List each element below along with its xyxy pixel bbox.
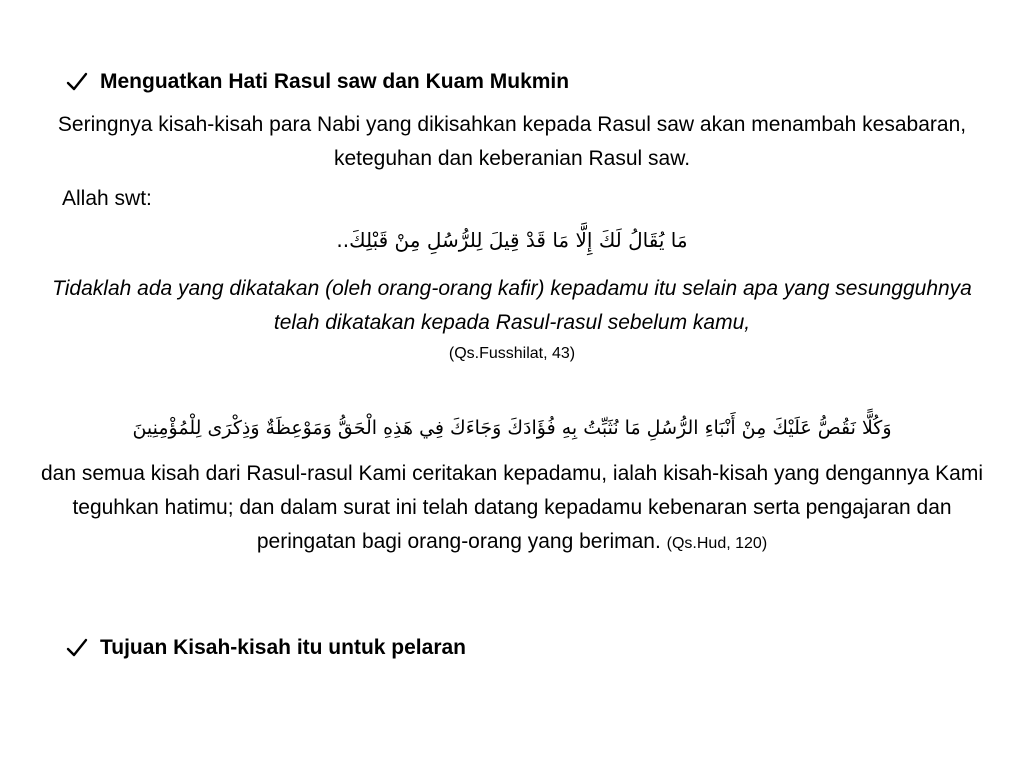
- bullet-heading-2: [66, 636, 466, 660]
- heading-text: Tujuan Kisah-kisah itu untuk pelaran: [100, 636, 466, 659]
- arabic-verse-2: وَكُلًّا نَقُصُّ عَلَيْكَ مِنْ أَنْبَاءِ الرُّسُلِ مَا نُثَبِّتُ بِهِ فُؤَادَكَ وَجَاءَكَ فِي هَذِهِ الْحَقُّ وَمَوْعِظَةٌ وَذِكْرَى لِلْمُؤْمِنِينَ: [132, 417, 892, 439]
- check-icon: [66, 71, 88, 93]
- verse-2-translation-text: dan semua kisah dari Rasul-rasul Kami ceritakan kepadamu, ialah kisah-kisah yang dengannya Kami teguhkan hatimu; dan dalam surat ini telah datang kepadamu kebenaran serta pengajaran dan peringatan bagi orang-orang yang beriman.: [40, 462, 983, 553]
- allah-label: Allah swt:: [62, 187, 152, 210]
- check-icon: [66, 637, 88, 659]
- bullet-heading-1: [66, 70, 569, 94]
- verse-1-translation: Tidaklah ada yang dikatakan (oleh orang-orang kafir) kepadamu itu selain apa yang sesungguhnya telah dikatakan kepada Rasul-rasul sebelum kamu,: [52, 277, 972, 334]
- verse-2-translation: [40, 457, 984, 561]
- verse-1-reference: (Qs.Fusshilat, 43): [448, 345, 576, 362]
- arabic-verse-1: مَا يُقَالُ لَكَ إِلَّا مَا قَدْ قِيلَ لِلرُّسُلِ مِنْ قَبْلِكَ..: [336, 228, 688, 252]
- intro-paragraph: Seringnya kisah-kisah para Nabi yang dikisahkan kepada Rasul saw akan menambah kesabaran, keteguhan dan keberanian Rasul saw.: [57, 113, 967, 170]
- verse-2-reference: (Qs.Hud, 120): [666, 535, 768, 552]
- heading-text: Menguatkan Hati Rasul saw dan Kuam Mukmin: [100, 70, 570, 93]
